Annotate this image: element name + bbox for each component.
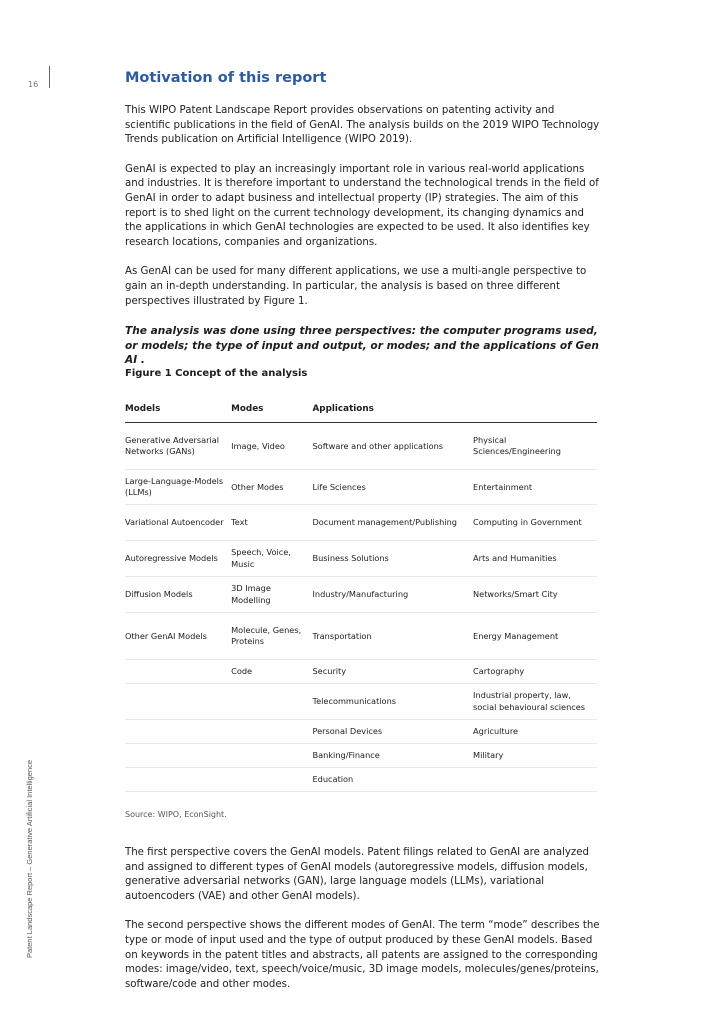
model-cell: [125, 744, 231, 768]
page-number: 16: [28, 80, 39, 89]
model-cell: Variational Autoencoder: [125, 505, 231, 541]
model-cell: Autoregressive Models: [125, 541, 231, 577]
table-row: [125, 577, 597, 613]
application-cell-secondary: Cartography: [473, 660, 597, 684]
mode-cell: Image, Video: [231, 423, 312, 470]
model-cell: [125, 720, 231, 744]
mode-cell: Text: [231, 505, 312, 541]
table-body: [125, 423, 597, 792]
application-cell: Industry/Manufacturing: [312, 577, 473, 613]
application-cell-secondary: Agriculture: [473, 720, 597, 744]
application-cell-secondary: Energy Management: [473, 613, 597, 660]
mode-cell: 3D Image Modelling: [231, 577, 312, 613]
table-row: [125, 768, 597, 792]
application-cell: Personal Devices: [312, 720, 473, 744]
model-cell: Other GenAI Models: [125, 613, 231, 660]
model-cell: Diffusion Models: [125, 577, 231, 613]
intro-paragraph-1: This WIPO Patent Landscape Report provides observations on patenting activity and scientific publications in the field of GenAI. The analysis builds on the 2019 WIPO Technology Trends publication on Artificial Intelligence (WIPO 2019).: [125, 105, 600, 146]
table-row: [125, 613, 597, 660]
table-row: [125, 505, 597, 541]
mode-cell: Speech, Voice, Music: [231, 541, 312, 577]
model-cell: [125, 660, 231, 684]
application-cell-secondary: Industrial property, law, social behavioural sciences: [473, 684, 597, 720]
header-applications: Applications: [312, 404, 473, 423]
header-models: Models: [125, 404, 231, 423]
mode-cell: [231, 684, 312, 720]
header-modes: Modes: [231, 404, 312, 423]
mode-cell: [231, 768, 312, 792]
concept-table: [125, 404, 597, 792]
table-row: [125, 541, 597, 577]
main-content: [125, 70, 600, 1007]
table-row: [125, 744, 597, 768]
application-cell: Software and other applications: [312, 423, 473, 470]
model-cell: Large-Language-Models (LLMs): [125, 470, 231, 505]
application-cell: Life Sciences: [312, 470, 473, 505]
table-row: [125, 470, 597, 505]
application-cell-secondary: Computing in Government: [473, 505, 597, 541]
figure-label: Figure 1 Concept of the analysis: [125, 367, 308, 379]
perspective-paragraph-2: The second perspective shows the different modes of GenAI. The term “mode” describes the type or mode of input used and the type of output produced by these GenAI models. Based on keywords in the patent titles and abstracts, all patents are assigned to the corresponding modes: image/video, text, speech/voice/music, 3D image models, molecules/genes/proteins, software/code and other modes.: [125, 920, 600, 990]
application-cell: Telecommunications: [312, 684, 473, 720]
model-cell: [125, 684, 231, 720]
application-cell: Security: [312, 660, 473, 684]
header-applications-continued: [473, 404, 597, 423]
table-row: [125, 660, 597, 684]
table-row: [125, 423, 597, 470]
model-cell: Generative Adversarial Networks (GANs): [125, 423, 231, 470]
mode-cell: Molecule, Genes, Proteins: [231, 613, 312, 660]
intro-paragraph-3: As GenAI can be used for many different applications, we use a multi-angle perspective to gain an in-depth understanding. In particular, the analysis is based on three different perspectives illustrated by Figure 1.: [125, 266, 587, 307]
figure-caption: The analysis was done using three perspectives: the computer programs used, or models; the type of input and output, or modes; and the applications of Gen AI .: [125, 325, 599, 367]
application-cell-secondary: Military: [473, 744, 597, 768]
application-cell: Education: [312, 768, 473, 792]
application-cell-secondary: [473, 768, 597, 792]
application-cell: Transportation: [312, 613, 473, 660]
application-cell-secondary: Arts and Humanities: [473, 541, 597, 577]
perspective-paragraph-1: The first perspective covers the GenAI models. Patent filings related to GenAI are analyzed and assigned to different types of GenAI models (autoregressive models, diffusion models, generative adversarial networks (GAN), large language models (LLMs), variational autoencoders (VAE) and other GenAI models).: [125, 847, 590, 902]
model-cell: [125, 768, 231, 792]
page-number-divider: [49, 66, 50, 88]
intro-paragraph-2: GenAI is expected to play an increasingly important role in various real-world applications and industries. It is therefore important to understand the technological trends in the field of GenAI in order to adapt business and intellectual property (IP) strategies. The aim of this report is to shed light on the current technology development, its changing dynamics and the applications in which GenAI technologies are expected to be used. It also identifies key research locations, companies and organizations.: [125, 163, 599, 248]
table-header-row: [125, 404, 597, 423]
table-row: [125, 684, 597, 720]
mode-cell: [231, 744, 312, 768]
mode-cell: [231, 720, 312, 744]
application-cell: Document management/Publishing: [312, 505, 473, 541]
mode-cell: Code: [231, 660, 312, 684]
application-cell-secondary: Entertainment: [473, 470, 597, 505]
application-cell-secondary: Physical Sciences/Engineering: [473, 423, 597, 470]
section-heading: Motivation of this report: [125, 70, 327, 86]
application-cell: Business Solutions: [312, 541, 473, 577]
table-row: [125, 720, 597, 744]
application-cell: Banking/Finance: [312, 744, 473, 768]
mode-cell: Other Modes: [231, 470, 312, 505]
figure-source: Source: WIPO, EconSight.: [125, 810, 227, 820]
application-cell-secondary: Networks/Smart City: [473, 577, 597, 613]
running-side-caption: Patent Landscape Report – Generative Artificial Intelligence: [25, 759, 34, 958]
